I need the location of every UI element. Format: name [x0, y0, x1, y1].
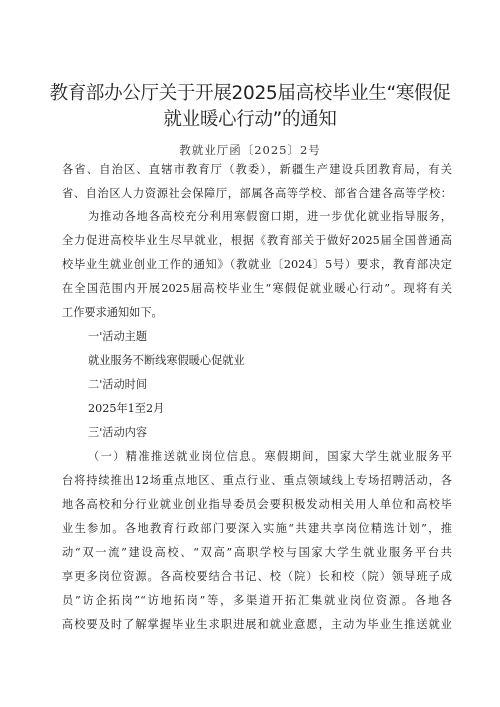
section-heading: 二'活动时间 — [88, 378, 148, 391]
body-paragraph-line: 地各高校和分行业就业创业指导委员会要积极发动相关用人单位和高校毕 — [62, 498, 452, 511]
section-content: 2025年1至2月 — [88, 402, 165, 415]
body-paragraph-line: 高校要及时了解掌握毕业生求职进展和就业意愿，主动为毕业生推送就业 — [62, 618, 452, 631]
document-number: 教就业厅函〔2025〕2号 — [179, 143, 321, 157]
document-title-line-2: 就业暖心行动”的通知 — [163, 109, 337, 130]
body-paragraph-line: 校毕业生就业创业工作的通知》（教就业〔2024〕5号）要求，教育部决定 — [62, 258, 452, 271]
body-paragraph-line: 业生参加。各地教育行政部门要深入实施“共建共享岗位精选计划”，推 — [62, 522, 452, 535]
section-heading: 三'活动内容 — [88, 426, 148, 439]
body-paragraph-line: 全力促进高校毕业生尽早就业，根据《教育部关于做好2025届全国普通高 — [62, 234, 452, 247]
body-paragraph-line: （一）精准推送就业岗位信息。寒假期间，国家大学生就业服务平 — [88, 450, 452, 463]
body-paragraph-line: 员”访企拓岗”“访地拓岗”等，多渠道开拓汇集就业岗位资源。各地各 — [62, 594, 452, 607]
addressee-line: 省、自治区人力资源社会保障厅，部属各高等学校、部省合建各高等学校： — [62, 187, 452, 200]
body-paragraph-line: 台将持续推出12场重点地区、重点行业、重点领域线上专场招聘活动，各 — [62, 474, 452, 487]
addressee-line: 各省、自治区、直辖市教育厅（教委），新疆生产建设兵团教育局，有关 — [62, 163, 452, 176]
body-paragraph-line: 享更多岗位资源。各高校要结合书记、校（院）长和校（院）领导班子成 — [62, 570, 452, 583]
body-paragraph-line: 在全国范围内开展2025届高校毕业生“寒假促就业暖心行动”。现将有关 — [62, 282, 452, 295]
body-paragraph-line: 工作要求通知如下。 — [62, 306, 163, 319]
section-content: 就业服务不断线寒假暖心促就业 — [88, 354, 245, 367]
body-paragraph-line: 为推动各地各高校充分利用寒假窗口期，进一步优化就业指导服务， — [88, 210, 452, 223]
section-heading: 一'活动主题 — [88, 330, 148, 343]
body-paragraph-line: 动“双一流”建设高校、“双高”高职学校与国家大学生就业服务平台共 — [62, 546, 452, 559]
document-title-line-1: 教育部办公厅关于开展2025届高校毕业生“寒假促 — [49, 83, 451, 104]
